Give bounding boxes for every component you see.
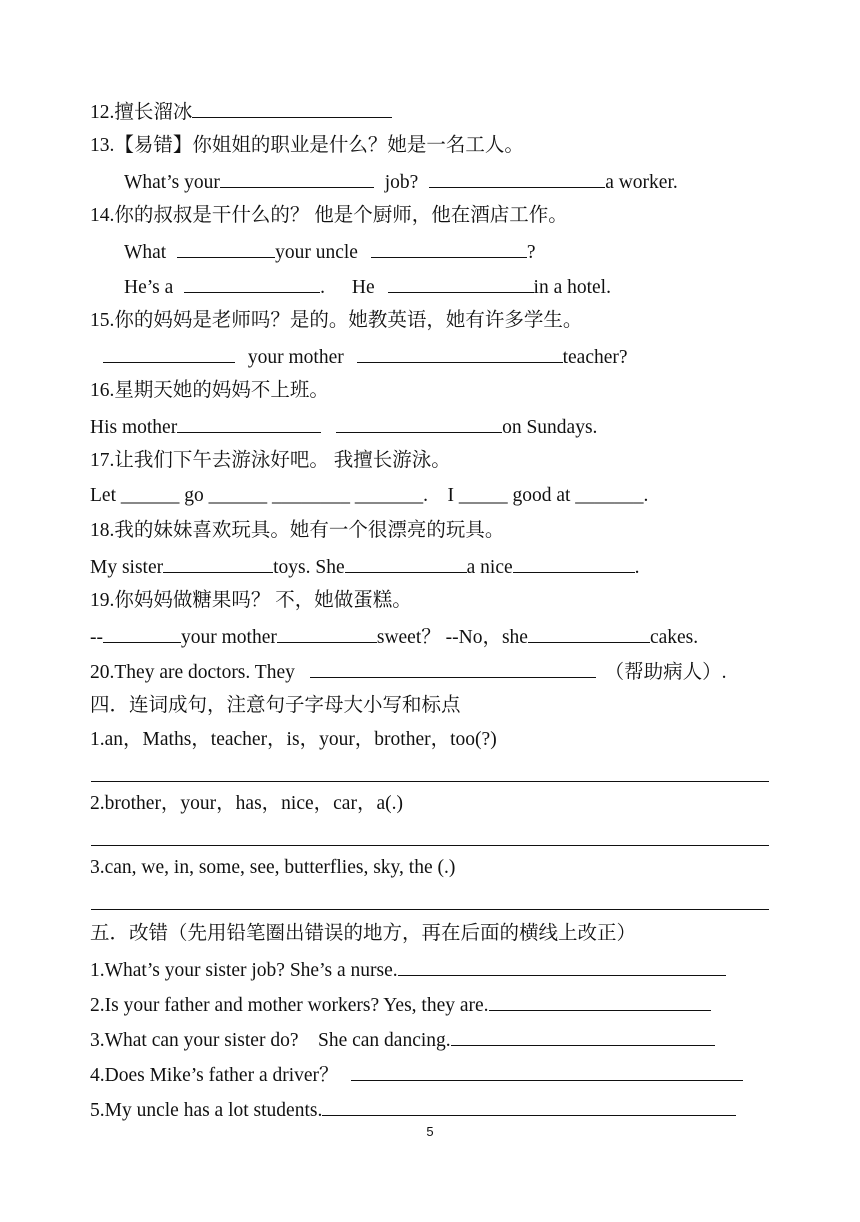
answer-blank[interactable]: [451, 1027, 715, 1046]
answer-blank[interactable]: [177, 414, 321, 433]
question-20: [90, 659, 727, 685]
text: on Sundays.: [502, 417, 598, 438]
text: cakes.: [649, 627, 699, 648]
text: 1.What’s your sister job? She’s a nurse.: [90, 960, 398, 981]
answer-blank[interactable]: [489, 992, 711, 1011]
question-19-answer: [90, 624, 698, 650]
question-14-answer-a: [124, 239, 536, 265]
text: --: [90, 627, 103, 648]
section-5-item-3: [90, 1027, 715, 1053]
text: .: [320, 277, 326, 298]
text: toys. She: [273, 557, 345, 578]
answer-blank[interactable]: [336, 414, 502, 433]
answer-blank[interactable]: [513, 554, 635, 573]
text: What’s your: [124, 172, 220, 193]
question-17-prompt: 17.让我们下午去游泳好吧。 我擅长游泳。: [90, 450, 451, 471]
section-5-item-2: [90, 992, 711, 1018]
section-4-item-1: 1.an，Maths，teacher，is，your，brother，too(?): [90, 729, 497, 750]
text: your mother: [181, 627, 277, 648]
answer-blank[interactable]: [220, 169, 374, 188]
answer-line[interactable]: [91, 909, 769, 910]
question-16-prompt: 16.星期天她的妈妈不上班。: [90, 380, 329, 401]
answer-blank[interactable]: [310, 659, 596, 678]
text: 5.My uncle has a lot students.: [90, 1100, 323, 1121]
answer-blank[interactable]: [357, 344, 563, 363]
answer-blank[interactable]: [388, 274, 534, 293]
answer-blank[interactable]: [103, 624, 181, 643]
section-5-item-1: [90, 957, 726, 983]
section-5-item-5: [90, 1097, 736, 1123]
question-13-prompt: 13.【易错】你姐姐的职业是什么？她是一名工人。: [90, 135, 524, 156]
section-5-item-4: [90, 1062, 743, 1088]
text: 4.Does Mike’s father a driver？: [90, 1065, 339, 1086]
question-19-prompt: 19.你妈妈做糖果吗？ 不，她做蛋糕。: [90, 590, 412, 611]
text: .: [634, 557, 640, 578]
answer-blank[interactable]: [429, 169, 605, 188]
text: 3.What can your sister do? She can dancing.: [90, 1030, 451, 1051]
section-4-item-3: 3.can, we, in, some, see, butterflies, sky, the (.): [90, 857, 456, 878]
text: a nice: [466, 557, 513, 578]
text: ?: [526, 242, 536, 263]
question-14-prompt: 14.你的叔叔是干什么的？ 他是个厨师，他在酒店工作。: [90, 205, 568, 226]
text: teacher?: [562, 347, 628, 368]
text: （帮助病人）.: [604, 662, 727, 683]
answer-blank[interactable]: [192, 99, 392, 118]
section-4-title: 四．连词成句，注意句子字母大小写和标点: [90, 695, 461, 716]
question-16-answer: [90, 414, 597, 440]
text: your uncle: [275, 242, 358, 263]
text: My sister: [90, 557, 164, 578]
text: job?: [384, 172, 419, 193]
page-number: 5: [426, 1124, 434, 1139]
question-14-answer-b: [124, 274, 611, 300]
section-5-title: 五．改错（先用铅笔圈出错误的地方，再在后面的横线上改正）: [90, 923, 637, 944]
question-18-answer: [90, 554, 640, 580]
text: 2.Is your father and mother workers? Yes, they are.: [90, 995, 489, 1016]
answer-blank[interactable]: [371, 239, 527, 258]
text: He: [351, 277, 375, 298]
answer-blank[interactable]: [398, 957, 726, 976]
answer-blank[interactable]: [103, 344, 235, 363]
answer-blank[interactable]: [322, 1097, 736, 1116]
answer-blank[interactable]: [277, 624, 377, 643]
answer-blank[interactable]: [177, 239, 275, 258]
question-15-answer: [103, 344, 628, 370]
question-15-prompt: 15.你的妈妈是老师吗？是的。她教英语，她有许多学生。: [90, 310, 583, 331]
answer-blank[interactable]: [184, 274, 320, 293]
question-13-answer: [124, 169, 678, 195]
text: a worker.: [605, 172, 678, 193]
section-4-item-2: 2.brother，your，has，nice，car，a(.): [90, 793, 403, 814]
text: He’s a: [124, 277, 174, 298]
answer-blank[interactable]: [351, 1062, 743, 1081]
text: your mother: [247, 347, 344, 368]
answer-line[interactable]: [91, 845, 769, 846]
question-18-prompt: 18.我的妹妹喜欢玩具。她有一个很漂亮的玩具。: [90, 520, 505, 541]
text: sweet？ --No，she: [376, 627, 528, 648]
answer-blank[interactable]: [163, 554, 273, 573]
answer-blank[interactable]: [528, 624, 650, 643]
question-12-prompt: 12.擅长溜冰: [90, 102, 193, 123]
answer-blank[interactable]: [345, 554, 467, 573]
text: in a hotel.: [533, 277, 611, 298]
text: What: [124, 242, 167, 263]
answer-line[interactable]: [91, 781, 769, 782]
text: 20.They are doctors. They: [90, 662, 295, 683]
question-12: [90, 99, 392, 125]
text: His mother: [90, 417, 178, 438]
question-17-answer: Let ______ go ______ ________ _______. I _____ good at _______.: [90, 485, 649, 506]
